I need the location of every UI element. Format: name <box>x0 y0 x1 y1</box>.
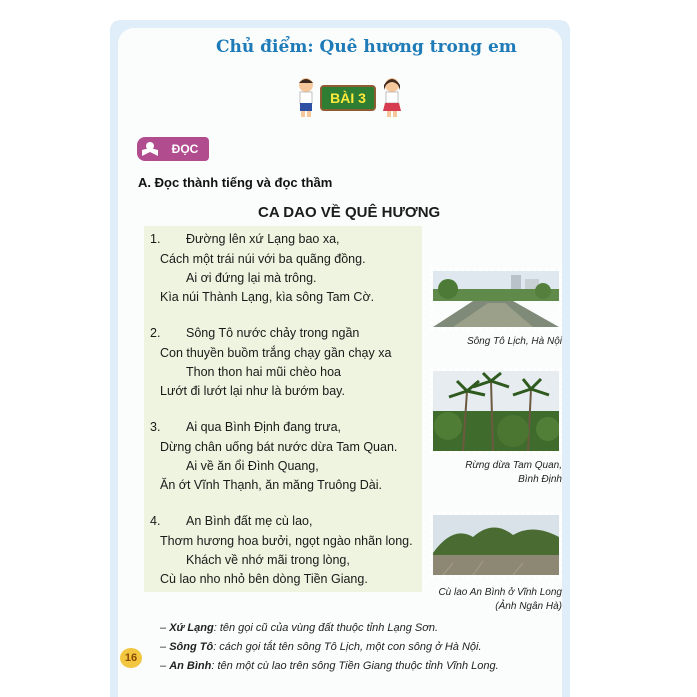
photo-caption: Sông Tô Lịch, Hà Nội <box>466 336 562 347</box>
photo-caption: Rừng dừa Tam Quan, <box>465 460 562 471</box>
poem-line: Cách một trái núi với ba quãng đồng. <box>160 252 366 266</box>
page-number: 16 <box>120 648 142 668</box>
photo-to-lich-river <box>430 268 562 330</box>
note-term: An Bình <box>169 660 212 672</box>
poem-line: Thon thon hai mũi chèo hoa <box>186 365 341 379</box>
lesson-badge: BÀI 3 <box>320 85 376 111</box>
poem-line: Khách về nhớ mãi trong lòng, <box>186 553 350 567</box>
poem-line: Dừng chân uống bát nước dừa Tam Quan. <box>160 440 398 454</box>
theme-title: Chủ điểm: Quê hương trong em <box>216 37 517 57</box>
poem-line: Ai qua Bình Định đang trưa, <box>186 420 341 434</box>
poem-line: Ai ơi đứng lại mà trông. <box>186 271 317 285</box>
poem-line: Lướt đi lướt lại như là bướm bay. <box>160 384 345 398</box>
stanza-number: 4. <box>150 514 161 528</box>
poem-line: Đường lên xứ Lạng bao xa, <box>186 232 340 246</box>
note-term: Xứ Lạng <box>169 622 214 634</box>
section-tag-reading: ĐỌC <box>161 137 209 161</box>
poem-line: An Bình đất mẹ cù lao, <box>186 514 313 528</box>
poem-line: Thơm hương hoa bưởi, ngọt ngào nhãn long. <box>160 534 413 548</box>
boy-illustration-icon <box>292 76 320 118</box>
reading-icon <box>137 137 163 161</box>
stanza-number: 1. <box>150 232 161 246</box>
note-definition: : tên gọi cũ của vùng đất thuộc tỉnh Lạng Sơn. <box>213 622 439 634</box>
stanza-number: 2. <box>150 326 161 340</box>
vocab-note: – Xứ Lạng: tên gọi cũ của vùng đất thuộc tỉnh Lạng Sơn. <box>160 622 439 634</box>
poem-line: Kìa núi Thành Lạng, kìa sông Tam Cờ. <box>160 290 375 304</box>
stanza-number: 3. <box>150 420 161 434</box>
poem-line: Cù lao nho nhỏ bên dòng Tiền Giang. <box>160 572 368 586</box>
photo-caption: Cù lao An Bình ở Vĩnh Long <box>438 587 562 598</box>
photo-tam-quan-coconut <box>430 368 562 454</box>
poem-line: Ai về ăn ổi Đình Quang, <box>186 459 319 473</box>
note-term: Sông Tô <box>169 641 214 653</box>
girl-illustration-icon <box>378 76 406 118</box>
note-definition: : tên một cù lao trên sông Tiền Giang thuộc tỉnh Vĩnh Long. <box>211 660 499 672</box>
photo-an-binh-islet <box>430 512 562 578</box>
vocab-note: – An Bình: tên một cù lao trên sông Tiền Giang thuộc tỉnh Vĩnh Long. <box>160 660 499 672</box>
photo-caption: Bình Định <box>518 474 562 485</box>
poem-title: CA DAO VỀ QUÊ HƯƠNG <box>258 204 441 221</box>
section-heading: A. Đọc thành tiếng và đọc thầm <box>138 175 333 190</box>
photo-credit: (Ảnh Ngân Hà) <box>495 601 562 612</box>
poem-line: Con thuyền buồm trắng chạy gần chạy xa <box>160 346 392 360</box>
poem-line: Ăn ớt Vĩnh Thạnh, ăn măng Truông Dài. <box>160 478 382 492</box>
note-definition: : cách gọi tắt tên sông Tô Lịch, một con sông ở Hà Nội. <box>213 641 482 653</box>
vocab-note: – Sông Tô: cách gọi tắt tên sông Tô Lịch, một con sông ở Hà Nội. <box>160 641 482 653</box>
poem-line: Sông Tô nước chảy trong ngần <box>186 326 360 340</box>
